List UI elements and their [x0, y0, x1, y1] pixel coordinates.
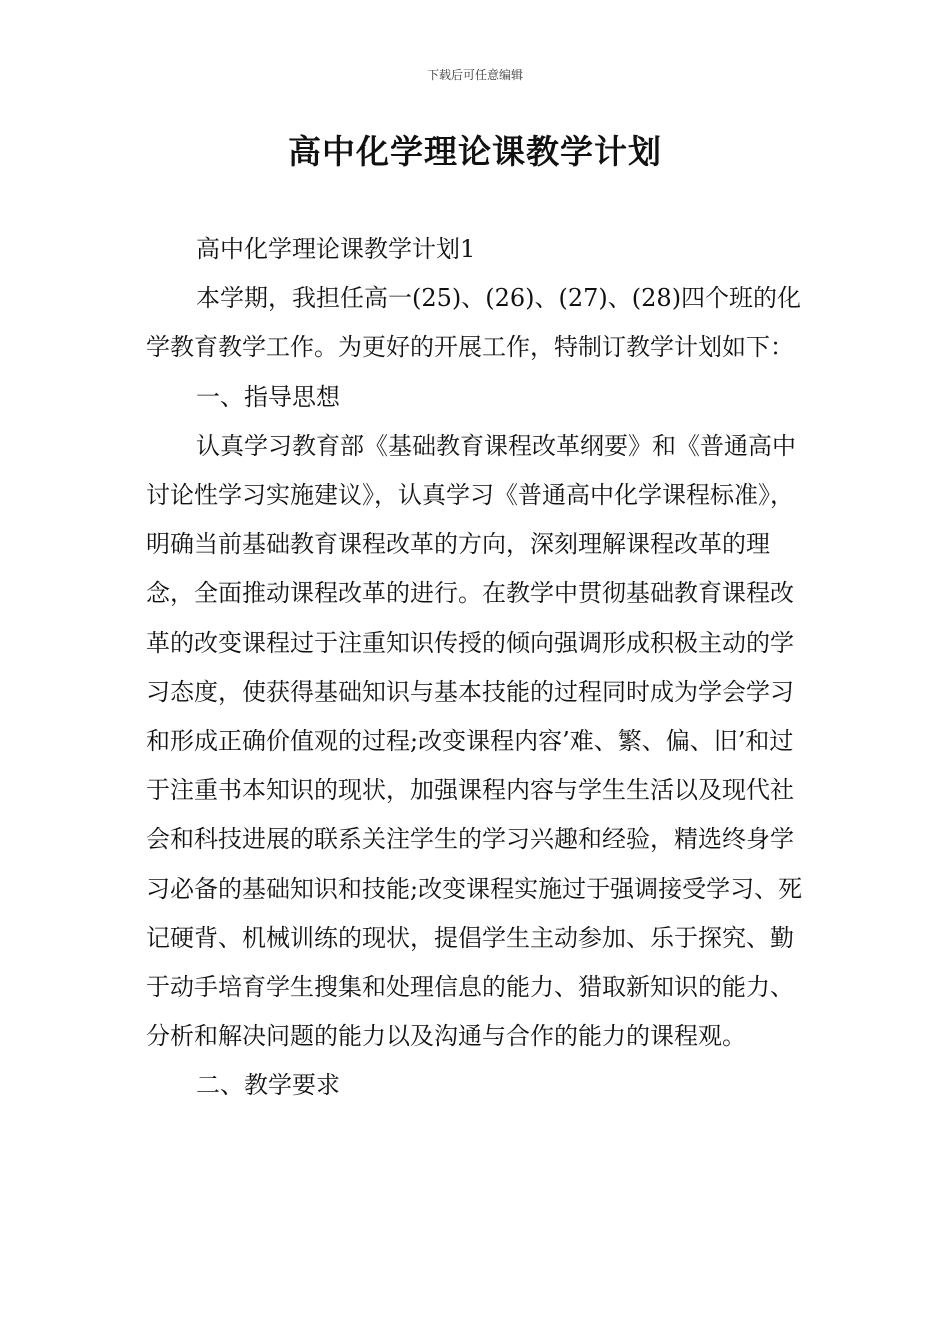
- section1-heading: 一、指导思想: [196, 382, 340, 411]
- section1-body: 认真学习教育部《基础教育课程改革纲要》和《普通高中讨论性学习实施建议》，认真学习《普通高中化学课程标准》，明确当前基础教育课程改革的方向，深刻理解课程改革的理念，全面推动课程改革的进行。在教学中贯彻基础教育课程改革的改变课程过于注重知识传授的倾向强调形成积极主动的学习态度，使获得基础知识与基本技能的过程同时成为学会学习和形成正确价值观的过程;改变课程内容’难、繁、偏、旧’和过于注重书本知识的现状，加强课程内容与学生生活以及现代社会和科技进展的联系关注学生的学习兴趣和经验，精选终身学习必备的基础知识和技能;改变课程实施过于强调接受学习、死记硬背、机械训练的现状，提倡学生主动参加、乐于探究、勤于动手培育学生搜集和处理信息的能力、猎取新知识的能力、分析和解决问题的能力以及沟通与合作的能力的课程观。: [146, 431, 803, 1051]
- section2-heading: 二、教学要求: [196, 1071, 340, 1100]
- document-title: 高中化学理论课教学计划: [288, 132, 662, 171]
- document-body: [146, 225, 806, 1111]
- intro-paragraph: 本学期，我担任高一(25)、(26)、(27)、(28)四个班的化学教育教学工作。为更好的开展工作，特制订教学计划如下：: [146, 284, 802, 362]
- subtitle-paragraph: 高中化学理论课教学计划1: [196, 235, 476, 263]
- header-note: 下载后可任意编辑: [426, 68, 523, 82]
